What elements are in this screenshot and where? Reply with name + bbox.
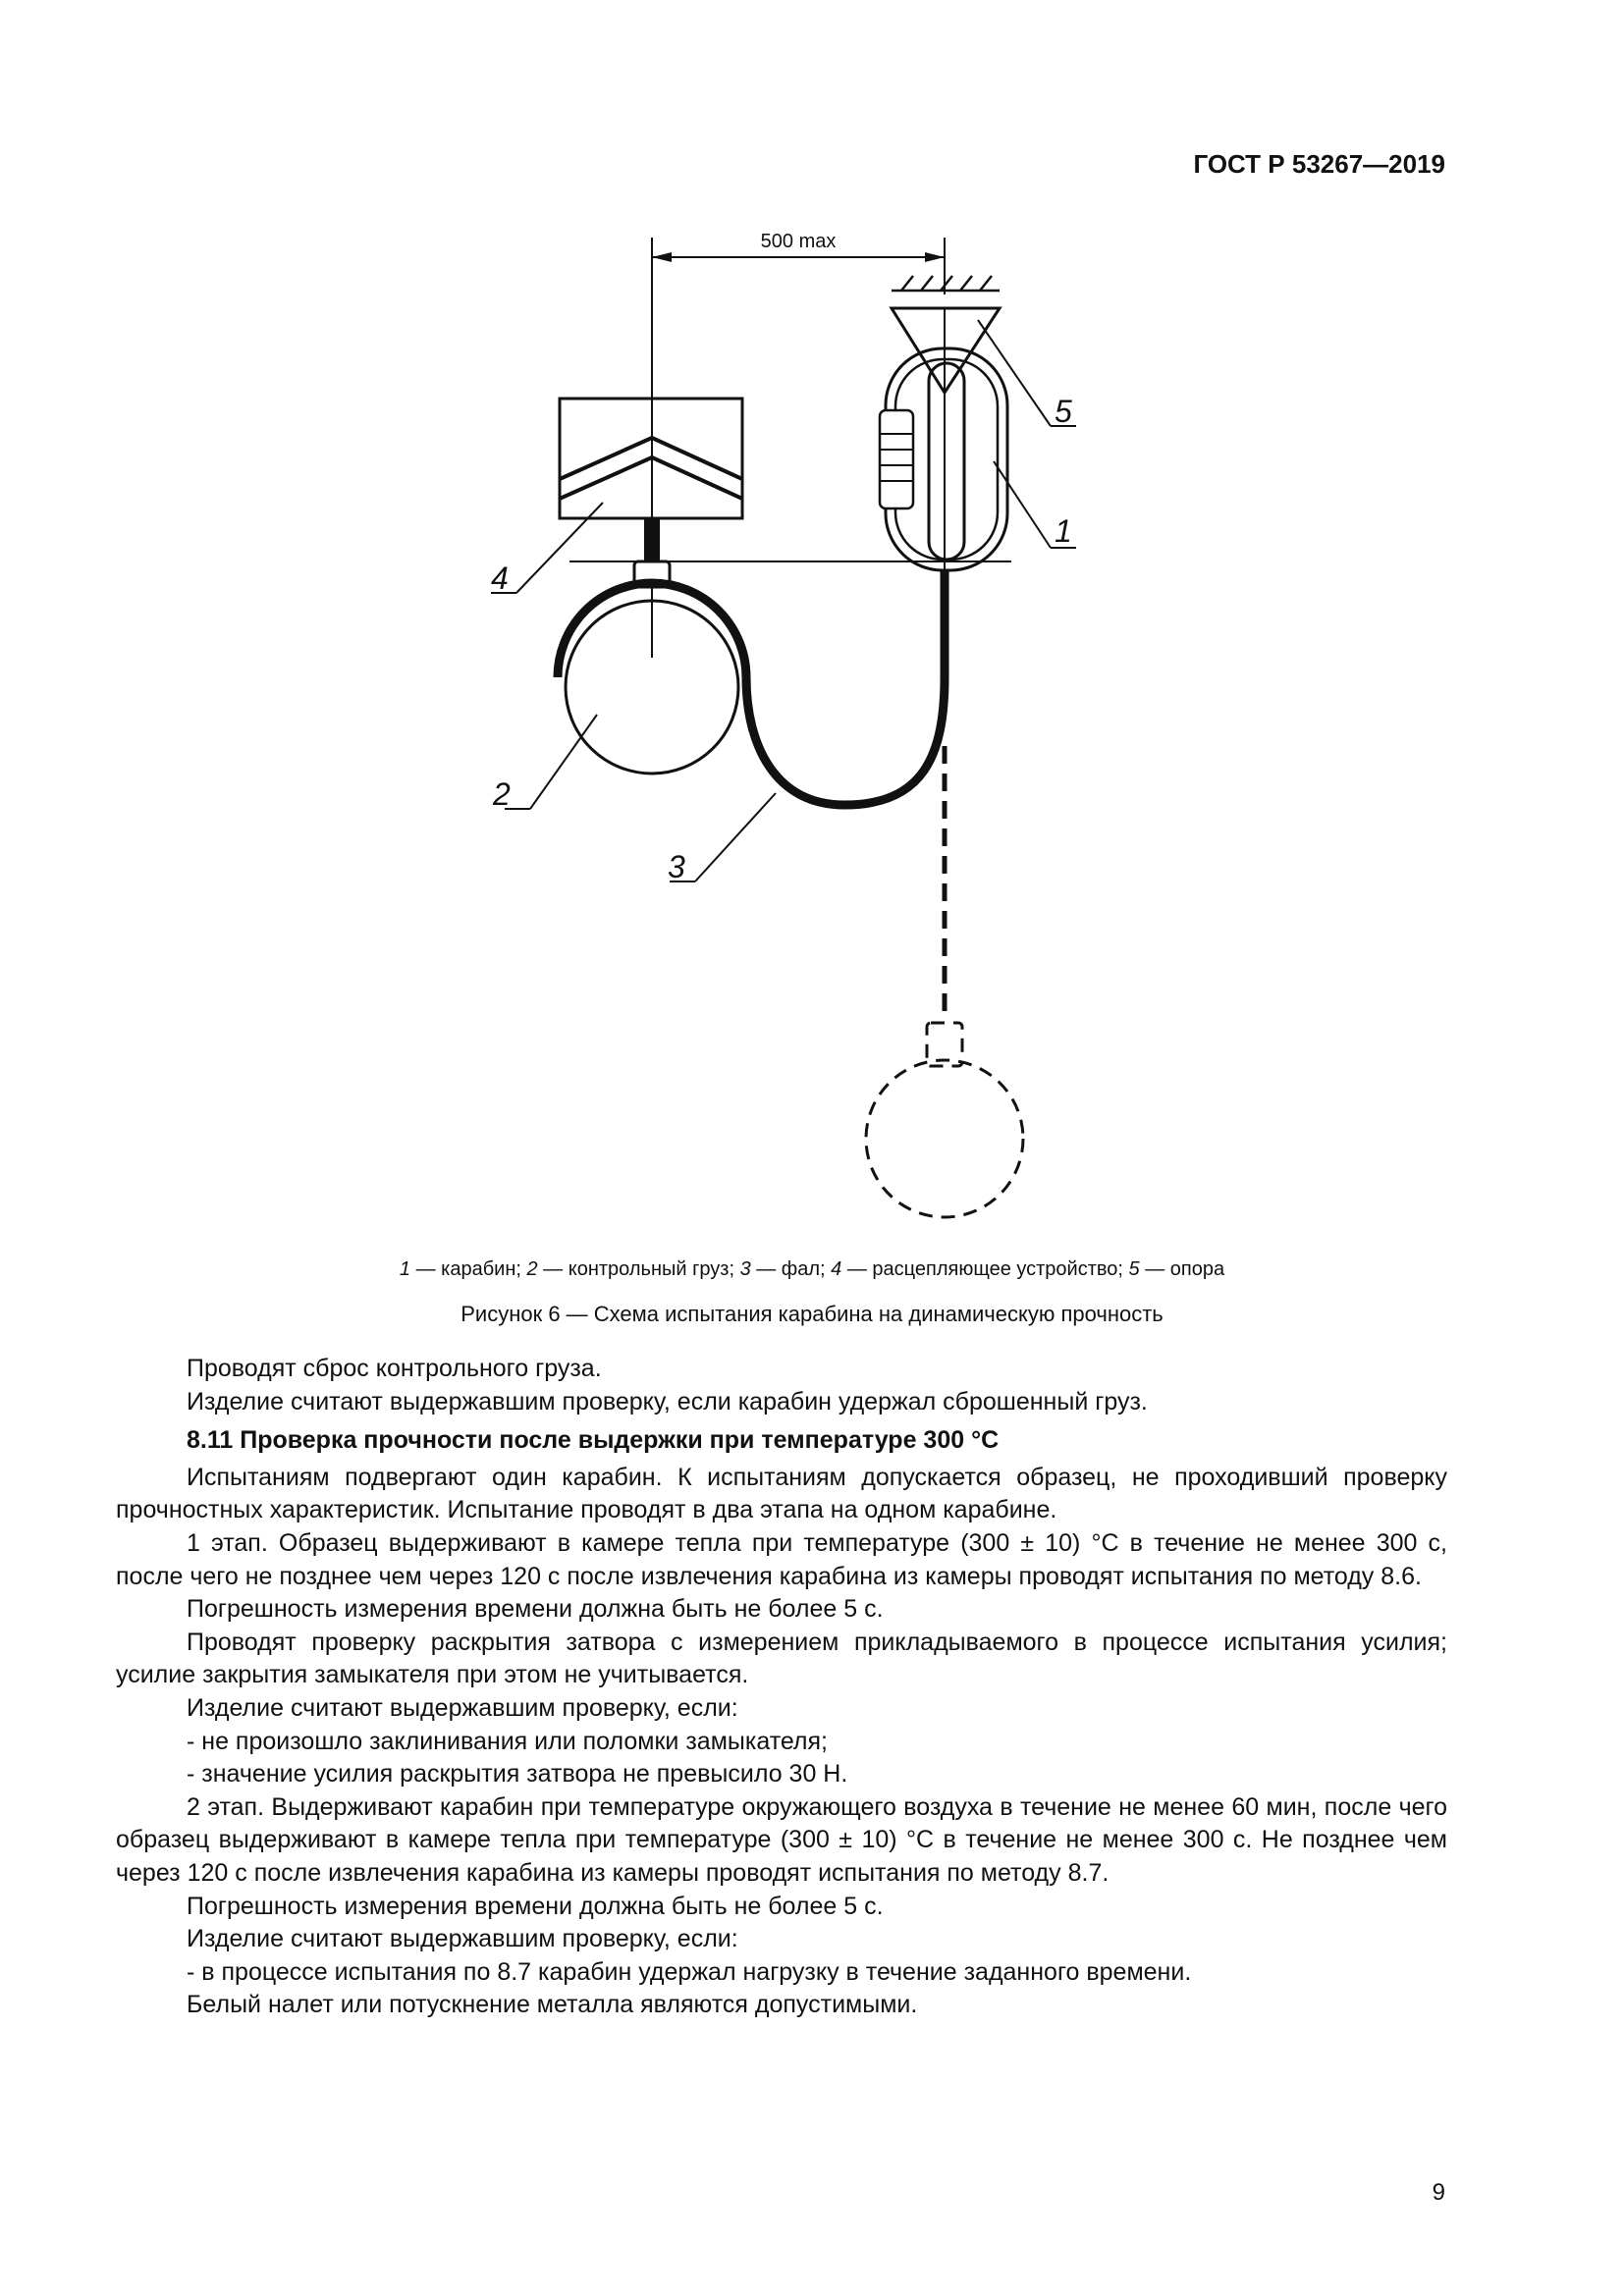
legend-num: 4	[831, 1258, 842, 1280]
legend-text: — опора	[1139, 1258, 1225, 1280]
callout-4: 4	[491, 561, 509, 596]
figure-caption: Рисунок 6 — Схема испытания карабина на динамическую прочность	[460, 1302, 1164, 1326]
list-item: - в процессе испытания по 8.7 карабин удержал нагрузку в течение заданного времени.	[187, 1957, 1192, 1986]
legend-text: — расцепляющее устройство;	[841, 1258, 1129, 1280]
paragraph: Испытаниям подвергают один карабин. К испытаниям допускается образец, не проходивший проверку прочностных характеристик. Испытание проводят в два этапа на одном карабине.	[116, 1463, 1447, 1524]
legend-num: 2	[526, 1258, 538, 1280]
paragraph: Белый налет или потускнение металла являются допустимыми.	[187, 1991, 918, 2019]
figure-legend	[0, 1258, 1624, 1281]
paragraph: Погрешность измерения времени должна быть не более 5 с.	[187, 1595, 884, 1624]
document-standard-header: ГОСТ Р 53267—2019	[1193, 149, 1445, 179]
paragraph: 1 этап. Образец выдерживают в камере тепла при температуре (300 ± 10) °С в течение не менее 300 с, после чего не позднее чем через 120 с после извлечения карабина из камеры проводят испытания по методу 8.6.	[116, 1528, 1447, 1590]
paragraph: 2 этап. Выдерживают карабин при температуре окружающего воздуха в течение не менее 60 мин, после чего образец выдерживают в камере тепла при температуре (300 ± 10) °С в течение не менее 300 с. Не позднее чем через 120 с после извлечения карабина из камеры проводят испытания по методу 8.7.	[116, 1792, 1447, 1887]
body-text	[116, 1353, 1447, 2022]
dimension-label: 500 max	[760, 231, 837, 252]
dropped-weight	[866, 1023, 1023, 1217]
legend-text: — карабин;	[410, 1258, 527, 1280]
callout-2: 2	[493, 776, 511, 812]
leader-2	[530, 715, 597, 809]
legend-text: — фал;	[750, 1258, 832, 1280]
leader-5	[978, 320, 1051, 426]
page-number: 9	[1432, 2179, 1445, 2206]
leader-3	[695, 793, 776, 881]
legend-text: — контрольный груз;	[537, 1258, 740, 1280]
paragraph: Погрешность измерения времени должна быть не более 5 с.	[187, 1892, 884, 1920]
legend-num: 5	[1128, 1258, 1140, 1280]
list-item: - значение усилия раскрытия затвора не превысило 30 Н.	[187, 1760, 848, 1789]
list-item: - не произошло заклинивания или поломки замыкателя;	[187, 1727, 829, 1755]
paragraph: Проводят сброс контрольного груза.	[187, 1355, 602, 1382]
legend-num: 3	[739, 1258, 751, 1280]
callout-3: 3	[668, 849, 685, 884]
paragraph: Проводят проверку раскрытия затвора с измерением прикладываемого в процессе испытания усилия; усилие закрытия замыкателя при этом не учитывается.	[116, 1628, 1447, 1689]
paragraph: Изделие считают выдержавшим проверку, если:	[187, 1693, 738, 1722]
legend-num: 1	[399, 1258, 411, 1280]
paragraph: Изделие считают выдержавшим проверку, если:	[187, 1925, 738, 1953]
callout-1: 1	[1055, 513, 1072, 549]
callout-5: 5	[1055, 394, 1072, 429]
lanyard	[746, 571, 945, 805]
section-heading: 8.11 Проверка прочности после выдержки при температуре 300 °С	[187, 1426, 1000, 1455]
paragraph: Изделие считают выдержавшим проверку, если карабин удержал сброшенный груз.	[187, 1387, 1148, 1415]
